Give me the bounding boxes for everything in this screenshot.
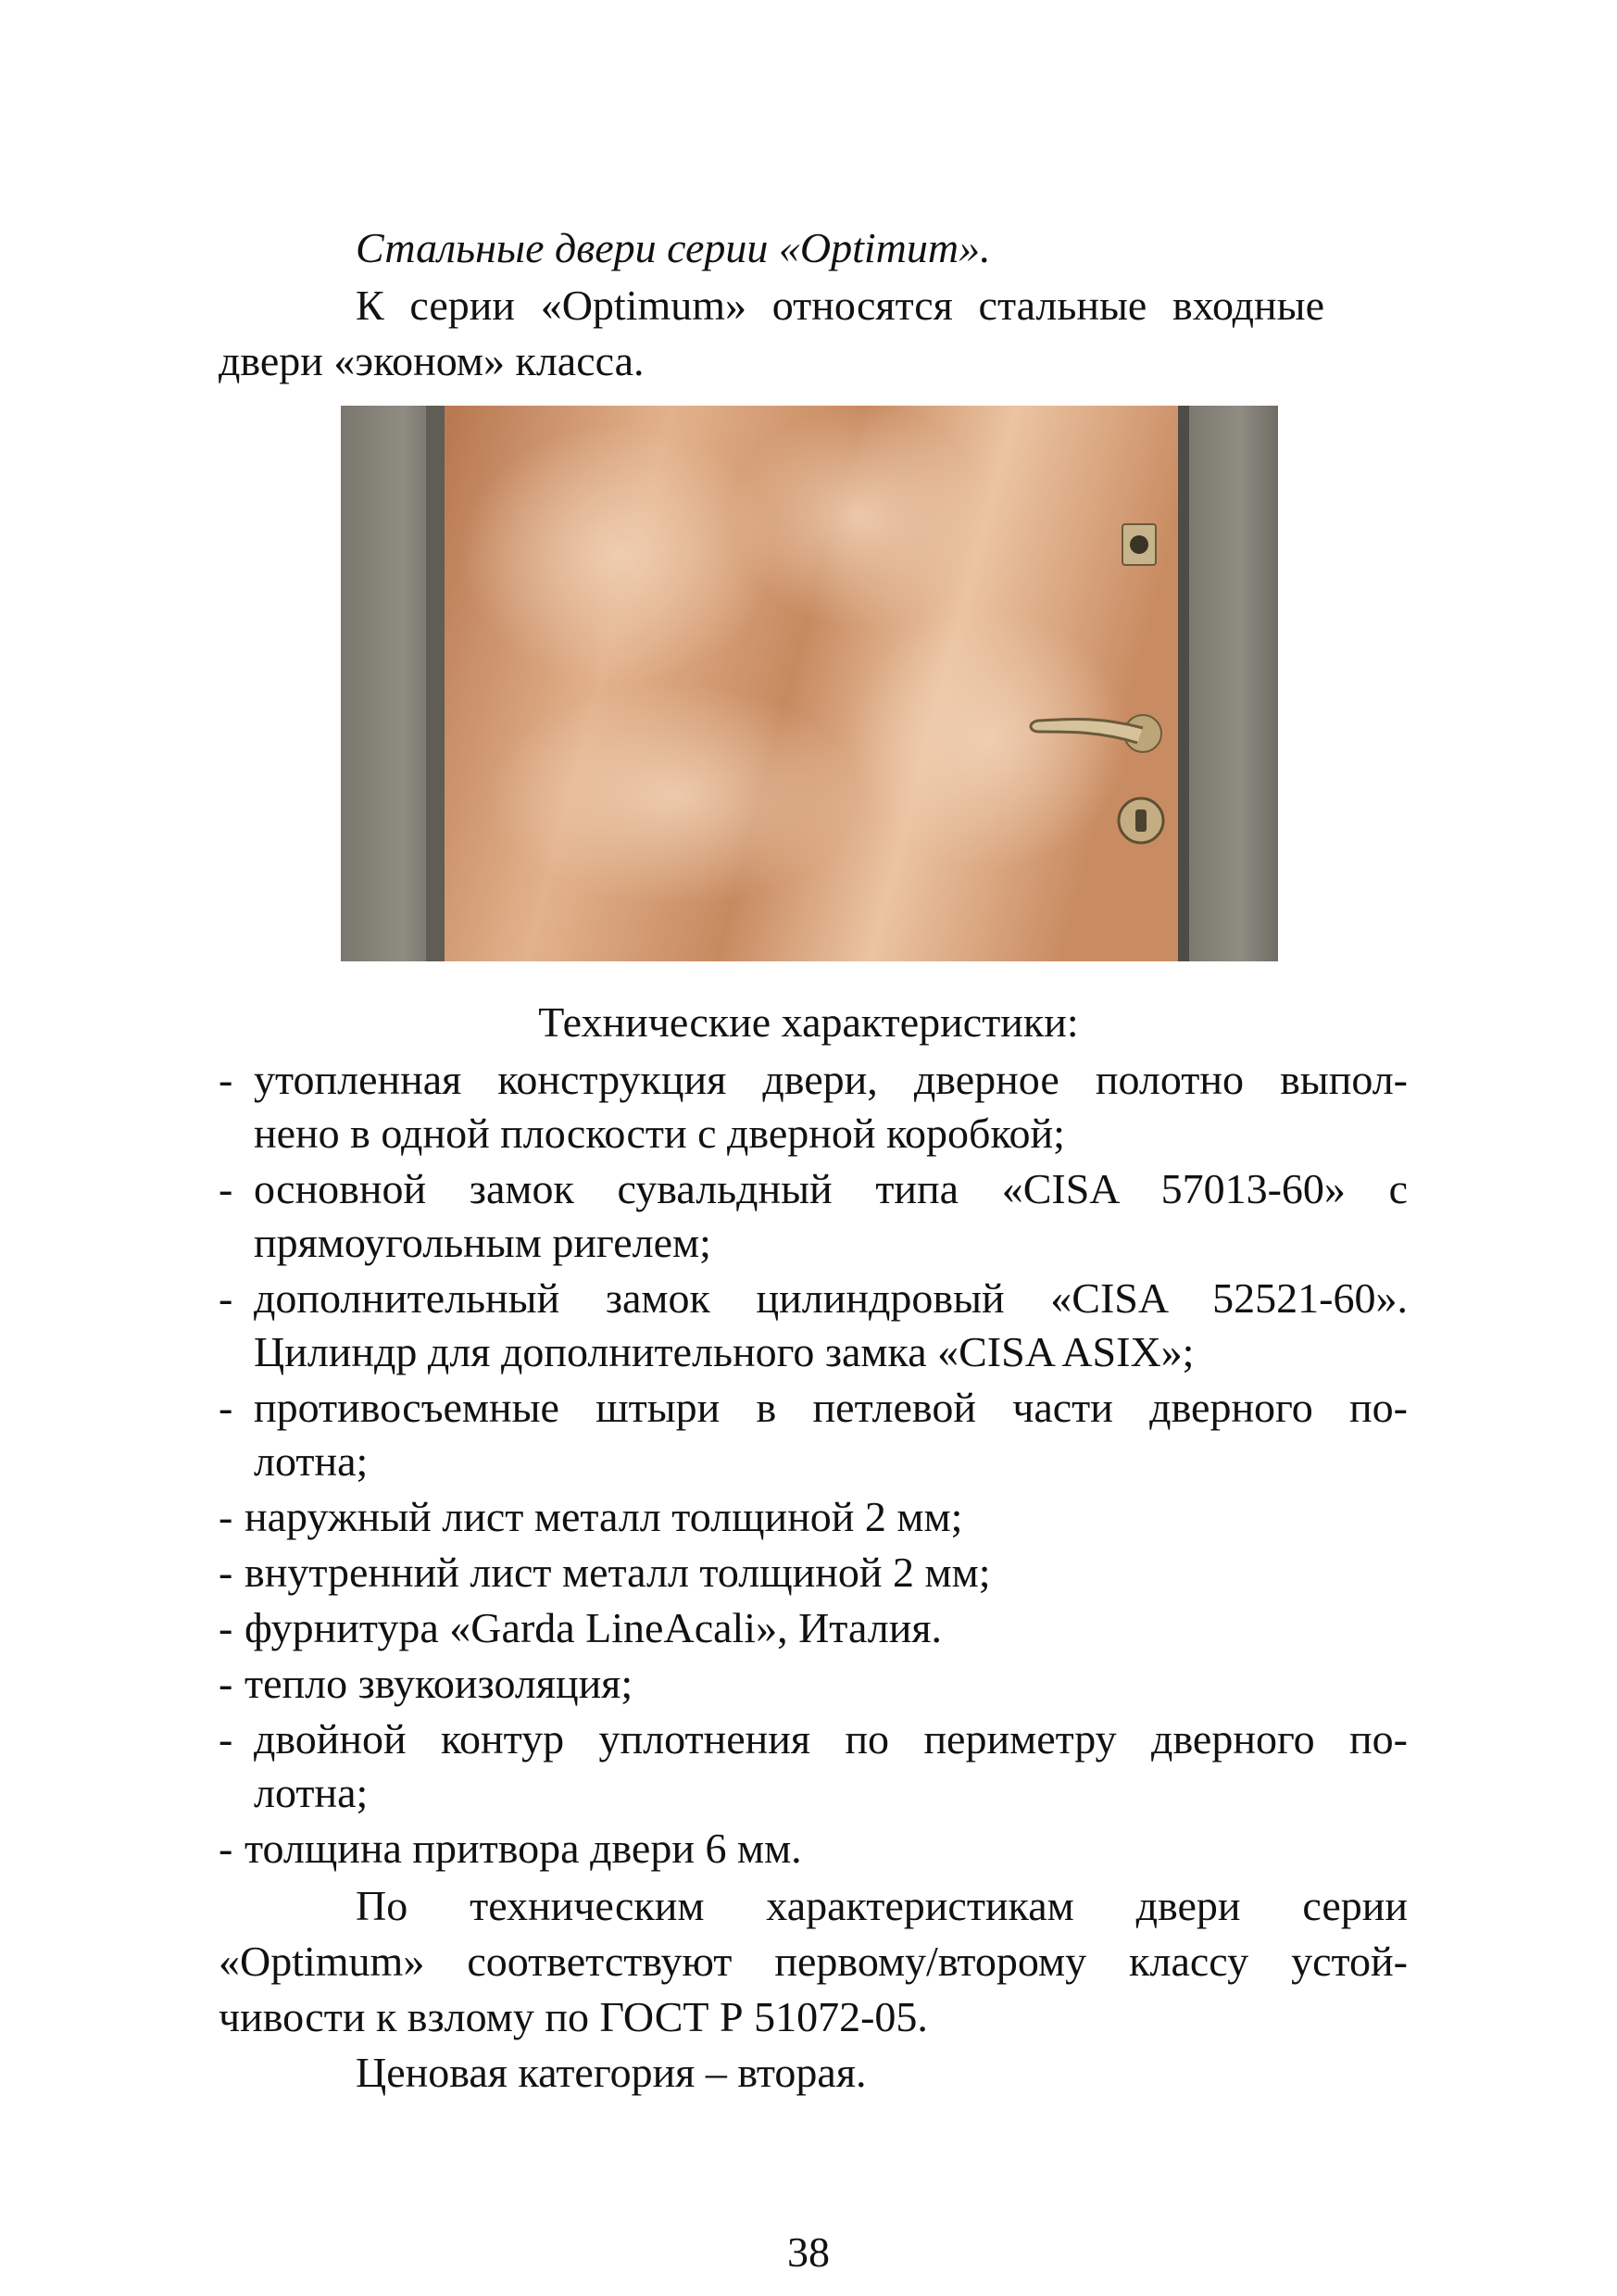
spec-4-line-2: лотна;	[254, 1437, 369, 1485]
bullet-dash: -	[219, 1056, 233, 1103]
page-number: 38	[787, 2228, 830, 2276]
lock-cylinder-icon	[1119, 798, 1163, 843]
section-heading: Стальные двери серии «Optimum».	[356, 224, 991, 271]
bullet-dash: -	[219, 1549, 233, 1596]
spec-1-line-2: нено в одной плоскости с дверной коробкой;	[254, 1110, 1065, 1157]
conclusion-line-2: «Optimum» соответствуют первому/второму классу устой-	[219, 1938, 1408, 1985]
door-photo-icon	[341, 406, 1278, 961]
peephole-icon	[1122, 524, 1156, 565]
bullet-dash: -	[219, 1493, 233, 1540]
conclusion-line-3: чивости к взлому по ГОСТ Р 51072-05.	[219, 1993, 928, 2040]
spec-2-line-2: прямоугольным ригелем;	[254, 1219, 711, 1266]
conclusion-line-1: По техническим характеристикам двери серии	[356, 1882, 1408, 1929]
bullet-dash: -	[219, 1715, 233, 1763]
spec-1-line-1: утопленная конструкция двери, дверное полотно выпол-	[254, 1056, 1408, 1103]
spec-9-line-1: двойной контур уплотнения по периметру дверного по-	[254, 1715, 1408, 1763]
spec-8-line-1: тепло звукоизоляция;	[244, 1660, 633, 1707]
spec-9-line-2: лотна;	[254, 1769, 369, 1816]
bullet-dash: -	[219, 1825, 233, 1872]
spec-6-line-1: внутренний лист металл толщиной 2 мм;	[244, 1549, 991, 1596]
bullet-dash: -	[219, 1165, 233, 1212]
bullet-dash: -	[219, 1604, 233, 1651]
door-frame-right	[1185, 406, 1278, 961]
price-category: Ценовая категория – вторая.	[356, 2049, 867, 2096]
spec-5-line-1: наружный лист металл толщиной 2 мм;	[244, 1493, 963, 1540]
bullet-dash: -	[219, 1384, 233, 1431]
bullet-dash: -	[219, 1660, 233, 1707]
spec-3-line-2: Цилиндр для дополнительного замка «CISA ASIX»;	[254, 1328, 1195, 1375]
spec-3-line-1: дополнительный замок цилиндровый «CISA 52521-60».	[254, 1274, 1408, 1322]
spec-7-line-1: фурнитура «Garda LineAcali», Италия.	[244, 1604, 943, 1651]
spec-2-line-1: основной замок сувальдный типа «CISA 57013-60» с	[254, 1165, 1408, 1212]
bullet-dash: -	[219, 1274, 233, 1322]
spec-10-line-1: толщина притвора двери 6 мм.	[244, 1825, 802, 1872]
spec-4-line-1: противосъемные штыри в петлевой части дверного по-	[254, 1384, 1408, 1431]
intro-line-2: двери «эконом» класса.	[219, 337, 645, 384]
intro-line-1: К серии «Optimum» относятся стальные входные	[356, 282, 1324, 329]
specs-title: Технические характеристики:	[538, 998, 1079, 1046]
